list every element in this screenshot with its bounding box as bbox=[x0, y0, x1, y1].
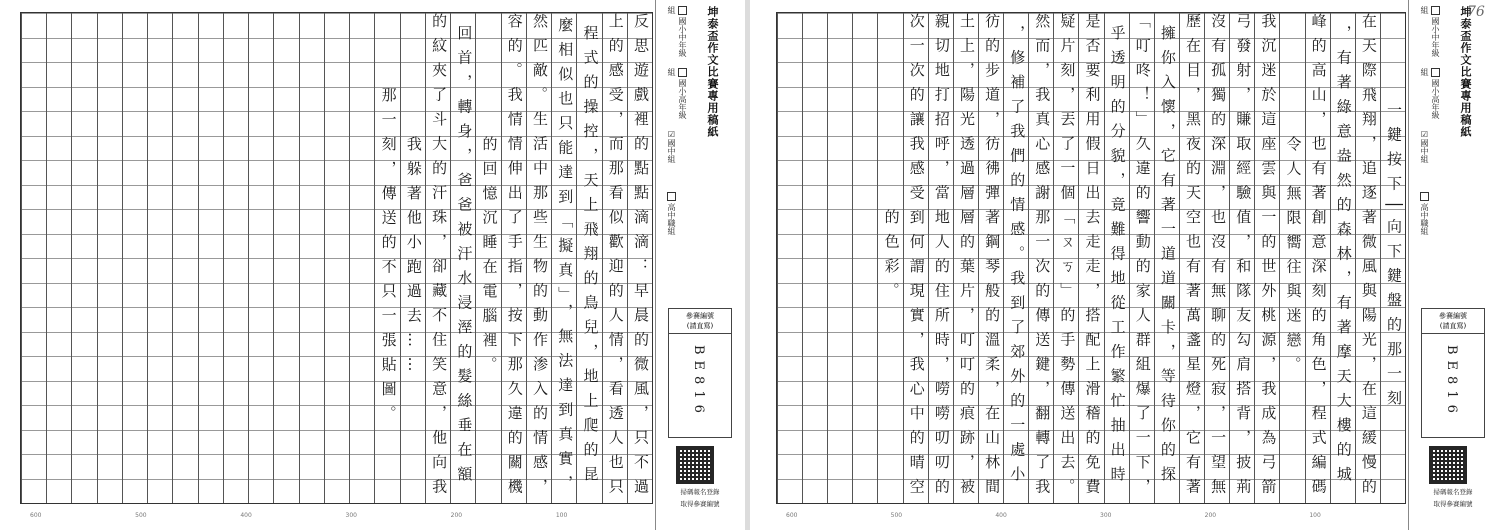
column-text: 疑片刻，丟了一個「ㄡㄎ」的手勢傳送出去。 bbox=[1058, 13, 1077, 503]
grid-column bbox=[1330, 13, 1355, 503]
ruler-tick-label: 300 bbox=[345, 512, 357, 519]
grid-column bbox=[526, 13, 551, 503]
grid-column bbox=[1254, 13, 1279, 503]
column-text: 那一刻，傳送的不只一張貼圖。 bbox=[379, 86, 398, 430]
grid-column bbox=[1229, 13, 1254, 503]
essay-sheet-page-1 bbox=[750, 0, 1500, 530]
grid-column bbox=[475, 13, 500, 503]
column-text bbox=[274, 13, 299, 503]
grid-column bbox=[501, 13, 526, 503]
column-text bbox=[803, 13, 828, 503]
entry-number-label: 參賽編號 bbox=[686, 312, 714, 320]
grid-column bbox=[827, 13, 852, 503]
grid-column bbox=[248, 13, 273, 503]
column-text: 乎透明的分貌，竟難得地從工作繁忙抽出時 bbox=[1108, 25, 1127, 491]
entry-number-value: BE816 bbox=[1444, 345, 1459, 419]
grid-column bbox=[602, 13, 627, 503]
column-text bbox=[778, 13, 803, 503]
column-text: 然匹敵。生活中那些生物的動作渗入的情感， bbox=[531, 13, 550, 503]
column-text: 令人無限嚮往與迷戀。 bbox=[1284, 135, 1303, 381]
grid-column bbox=[953, 13, 978, 503]
column-text: 反思遊戲裡的點點滴滴：早晨的微風，只不過 bbox=[631, 13, 650, 503]
column-text bbox=[300, 13, 325, 503]
option-senior-high[interactable]: 高中職組 bbox=[666, 192, 677, 250]
column-text: ，修補了我們的情感。我到了郊外的一處小 bbox=[1008, 25, 1027, 491]
column-text bbox=[22, 13, 47, 503]
column-text: 容的。我情情伸出了手指，按下那久違的關機 bbox=[505, 13, 524, 503]
register-note: 掃碼報名登錄 取得參賽編號 bbox=[680, 488, 720, 508]
column-text bbox=[249, 13, 274, 503]
form-title: 坤泰盃作文比賽專用稿紙 bbox=[706, 6, 719, 138]
column-text: 擁你入懷，它有著一道道關卡，等待你的探 bbox=[1158, 25, 1177, 491]
ruler-tick-label: 600 bbox=[786, 512, 798, 519]
option-junior-high[interactable]: ☑國中組 bbox=[1420, 130, 1429, 163]
grid-column bbox=[374, 13, 399, 503]
column-text: 親切地打招呼，當地人的住所時，嘮嘮叨叨的 bbox=[932, 13, 951, 503]
grid-column bbox=[627, 13, 652, 503]
column-text: 次一次的讓我感受到何謂現實，我心中的晴空 bbox=[907, 13, 926, 503]
column-text: 峰的高山，也有著創意深刻的角色，程式編碼 bbox=[1309, 13, 1328, 503]
column-text bbox=[173, 13, 198, 503]
ruler-tick-label: 200 bbox=[1204, 512, 1217, 519]
column-text: 我沉迷於這座雲與一的世外桃源，我成為弓箭 bbox=[1259, 13, 1278, 503]
option-junior-high[interactable]: ☑國中組 bbox=[667, 130, 676, 163]
column-text: 彷的步道，彷彿彈著鋼琴般的溫柔，在山林間 bbox=[983, 13, 1002, 503]
grid-column bbox=[978, 13, 1003, 503]
ruler-tick-label: 100 bbox=[1309, 512, 1321, 519]
grid-column bbox=[172, 13, 197, 503]
grid-column bbox=[299, 13, 324, 503]
entry-number-hint: (請直寫) bbox=[686, 322, 714, 330]
grid-column bbox=[400, 13, 425, 503]
qr-code-icon[interactable] bbox=[676, 446, 714, 484]
ruler-tick-label: 400 bbox=[995, 512, 1007, 519]
grid-column bbox=[576, 13, 601, 503]
column-text: 回首，轉身，爸爸被汗水浸溼的髮絲垂在額 bbox=[455, 25, 474, 491]
grid-column bbox=[1003, 13, 1028, 503]
grid-column bbox=[198, 13, 223, 503]
grid-column bbox=[551, 13, 576, 503]
grid-column bbox=[425, 13, 450, 503]
ruler-tick-label: 100 bbox=[555, 512, 568, 519]
column-text: 是否要利用假日出去走走，搭配上滑稽的免費 bbox=[1083, 13, 1102, 503]
grid-column bbox=[147, 13, 172, 503]
grid-column bbox=[97, 13, 122, 503]
grid-column bbox=[223, 13, 248, 503]
form-sidebar-left bbox=[655, 0, 746, 530]
column-text: 弓發射，賺取經驗值，和隊友勾肩搭背，披荊 bbox=[1234, 13, 1253, 503]
entry-number-value: BE816 bbox=[691, 345, 706, 419]
grid-column bbox=[928, 13, 953, 503]
category-options bbox=[1419, 6, 1453, 254]
form-sidebar-right bbox=[1408, 0, 1499, 530]
grid-column bbox=[1355, 13, 1380, 503]
column-text: 上的感受，而那看似歡迎的人情，看透人也只 bbox=[606, 13, 625, 503]
grid-column bbox=[1380, 13, 1405, 503]
column-text: 歷在目，黑夜的天空也有著萬盞星燈，它有著 bbox=[1184, 13, 1203, 503]
grid-column bbox=[903, 13, 928, 503]
entry-number-box bbox=[668, 308, 732, 438]
column-text bbox=[853, 13, 878, 503]
option-elementary-middle[interactable]: 國小中年級組 bbox=[1420, 6, 1440, 57]
writing-grid-right bbox=[776, 12, 1406, 504]
column-text bbox=[224, 13, 249, 503]
ruler-tick-label: 400 bbox=[240, 512, 252, 519]
option-senior-high[interactable]: 高中職組 bbox=[1419, 192, 1430, 250]
column-text bbox=[47, 13, 72, 503]
grid-column bbox=[877, 13, 902, 503]
grid-column bbox=[1305, 13, 1330, 503]
entry-number-box bbox=[1421, 308, 1485, 438]
grid-column bbox=[802, 13, 827, 503]
grid-column bbox=[349, 13, 374, 503]
grid-column bbox=[1104, 13, 1129, 503]
grid-column bbox=[1129, 13, 1154, 503]
column-text bbox=[828, 13, 853, 503]
option-elementary-middle[interactable]: 國小中年級組 bbox=[667, 6, 687, 57]
column-text: 的回憶沉睡在電腦裡。 bbox=[480, 135, 499, 381]
grid-column bbox=[46, 13, 71, 503]
ruler-tick-label: 500 bbox=[135, 512, 147, 519]
grid-column bbox=[450, 13, 475, 503]
column-text: 沒有孤獨的深淵，也沒有無聊的死寂，一望無 bbox=[1209, 13, 1228, 503]
grid-column bbox=[1028, 13, 1053, 503]
form-title: 坤泰盃作文比賽專用稿紙 bbox=[1459, 6, 1472, 138]
writing-grid-left bbox=[20, 12, 653, 504]
grid-column bbox=[1179, 13, 1204, 503]
column-text bbox=[148, 13, 173, 503]
category-options bbox=[666, 6, 700, 254]
register-note: 掃碼報名登錄 取得參賽編號 bbox=[1433, 488, 1473, 508]
column-text bbox=[199, 13, 224, 503]
grid-column bbox=[1154, 13, 1179, 503]
option-elementary-upper[interactable]: 國小高年級組 bbox=[667, 68, 687, 119]
column-text: 土上，陽光透過層層的葉片，叮叮的痕跡，被 bbox=[957, 13, 976, 503]
column-text: 「叮咚！」久違的響動的家人群組爆了一下， bbox=[1133, 13, 1152, 503]
column-text: ，有著綠意盎然的森林，有著摩天大樓的城 bbox=[1334, 25, 1353, 491]
grid-column bbox=[122, 13, 147, 503]
grid-column bbox=[71, 13, 96, 503]
entry-number-hint: (請直寫) bbox=[1439, 322, 1467, 330]
column-text: 在天際飛翔，追逐著微風與陽光，在這緩慢的 bbox=[1359, 13, 1378, 503]
grid-column bbox=[1279, 13, 1304, 503]
column-text bbox=[72, 13, 97, 503]
score-mark: 76 bbox=[1467, 4, 1485, 20]
grid-column bbox=[324, 13, 349, 503]
column-text bbox=[98, 13, 123, 503]
grid-column bbox=[777, 13, 802, 503]
grid-column bbox=[852, 13, 877, 503]
essay-sheet-page-2 bbox=[0, 0, 745, 530]
qr-code-icon[interactable] bbox=[1429, 446, 1467, 484]
option-elementary-upper[interactable]: 國小高年級組 bbox=[1420, 68, 1440, 119]
column-text bbox=[350, 13, 375, 503]
column-text: 麼相似也只能達到「擬真」，無法達到真實， bbox=[556, 16, 575, 500]
grid-column bbox=[1053, 13, 1078, 503]
column-text bbox=[325, 13, 350, 503]
column-text: 的色彩。 bbox=[882, 209, 901, 307]
ruler-tick-label: 200 bbox=[450, 512, 463, 519]
ruler-tick-label: 300 bbox=[1100, 512, 1112, 519]
ruler-tick-label: 600 bbox=[30, 512, 42, 519]
column-text: 的紋夾了斗大的汗珠，卻藏不住笑意，他向我 bbox=[430, 13, 449, 503]
grid-column bbox=[1204, 13, 1229, 503]
grid-column bbox=[21, 13, 46, 503]
column-text: 程式的操控，天上飛翔的鳥兒，地上爬的昆 bbox=[581, 25, 600, 491]
grid-column bbox=[273, 13, 298, 503]
column-text: 一鍵按下│向下鍵盤的那一刻 bbox=[1384, 101, 1403, 415]
column-text bbox=[123, 13, 148, 503]
entry-number-label: 參賽編號 bbox=[1439, 312, 1467, 320]
grid-column bbox=[1078, 13, 1103, 503]
column-text: 然而，我真心感謝那一次的傳送鍵，翻轉了我 bbox=[1033, 13, 1052, 503]
ruler-tick-label: 500 bbox=[890, 512, 903, 519]
column-text: 我躲著他小跑過去…… bbox=[404, 135, 423, 381]
